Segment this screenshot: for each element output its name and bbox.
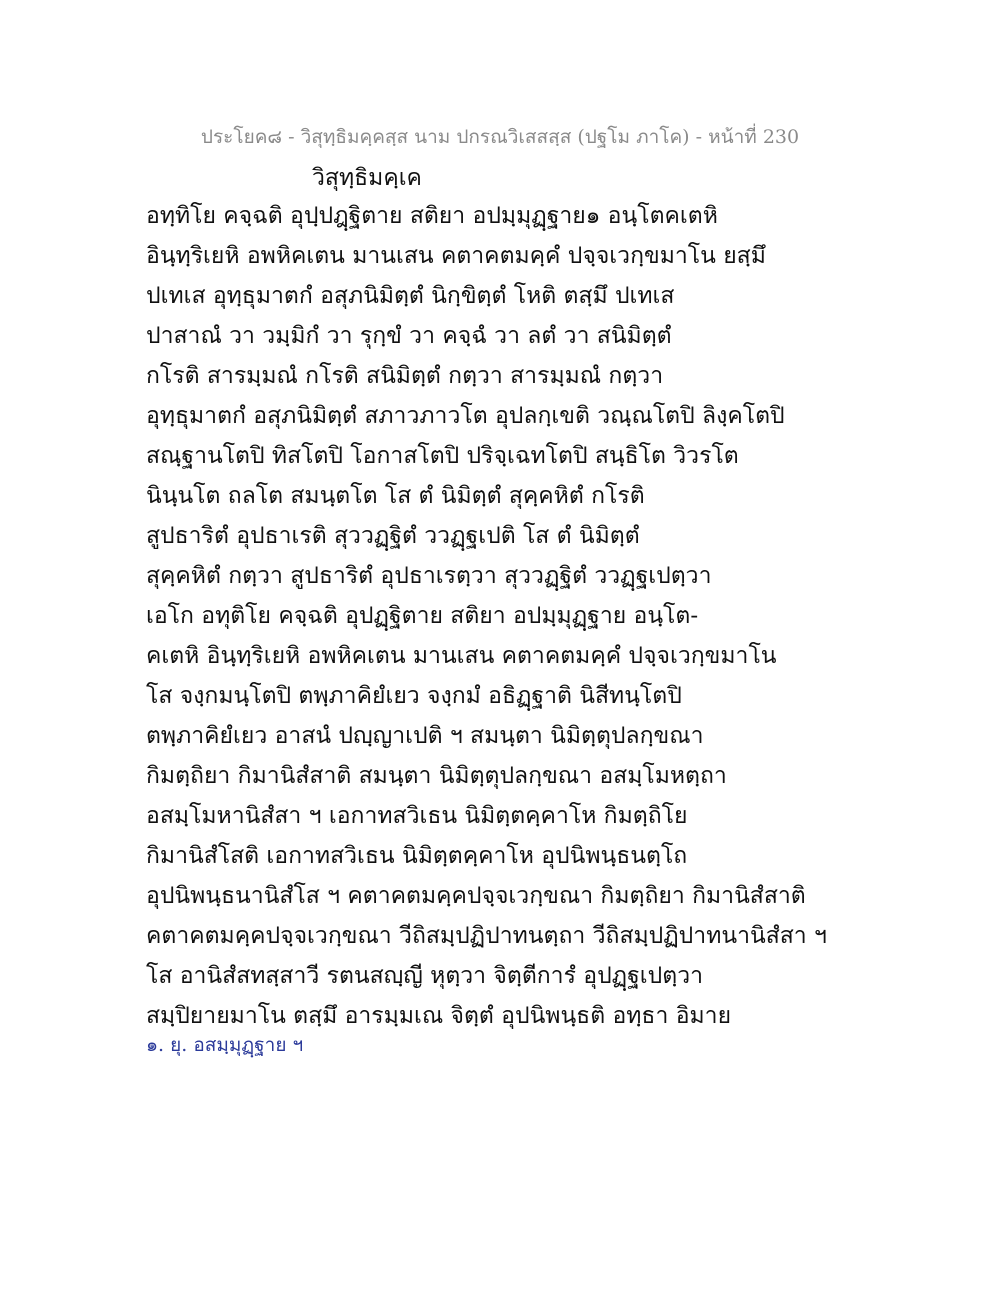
body-line: สมฺปิยายมาโน ตสฺมึ อารมฺมเณ จิตฺตํ อุปนิพนฺธติ อทฺธา อิมาย	[146, 1003, 732, 1029]
body-line: สณฺฐานโตปิ ทิสโตปิ โอกาสโตปิ ปริจฺเฉทโตปิ สนฺธิโต วิวรโต	[146, 443, 739, 469]
body-line: โส จงฺกมนฺโตปิ ตพฺภาคิยํเยว จงฺกมํ อธิฏฺฐาติ นิสีทนฺโตปิ	[146, 683, 682, 709]
body-line: กิมตฺถิยา กิมานิสํสาติ สมนฺตา นิมิตฺตุปลกฺขณา อสมฺโมหตฺถา	[146, 763, 727, 789]
body-line: อสมฺโมหานิสํสา ฯ เอกาทสวิเธน นิมิตฺตคฺคาโห กิมตฺถิโย	[146, 803, 688, 829]
body-line: สุคฺคหิตํ กตฺวา สูปธาริตํ อุปธาเรตฺวา สุววฏฺฐิตํ ววฏฺฐเปตฺวา	[146, 563, 712, 589]
body-line: ตพฺภาคิยํเยว อาสนํ ปญฺญาเปติ ฯ สมนฺตา นิมิตฺตุปลกฺขณา	[146, 723, 704, 749]
body-line: ปาสาณํ วา วมฺมิกํ วา รุกฺขํ วา คจฺฉํ วา ลตํ วา สนิมิตฺตํ	[146, 323, 672, 349]
footnote: ๑. ยุ. อสมฺมุฏฺฐาย ฯ	[146, 1034, 304, 1056]
body-line: อุทฺธุมาตกํ อสุภนิมิตฺตํ สภาวภาวโต อุปลกฺเขติ วณฺณโตปิ ลิงฺคโตปิ	[146, 403, 785, 429]
body-line: ปเทเส อุทฺธุมาตกํ อสุภนิมิตฺตํ นิกฺขิตฺตํ โหติ ตสฺมึ ปเทเส	[146, 283, 675, 309]
body-line: อทฺทิโย คจฺฉติ อุปฺปฎฺฐิตาย สติยา อปมฺมุฏฺฐาย๑ อนฺโตคเตหิ	[146, 203, 718, 229]
body-line: คเตหิ อินฺทฺริเยหิ อพหิคเตน มานเสน คตาคตมคฺคํ ปจฺจเวกฺขมาโน	[146, 643, 777, 669]
body-line: สูปธาริตํ อุปธาเรติ สุววฏฺฐิตํ ววฏฺฐเปติ โส ตํ นิมิตฺตํ	[146, 523, 640, 549]
body-line: เอโก อทุติโย คจฺฉติ อุปฏฺฐิตาย สติยา อปมฺมุฏฺฐาย อนฺโต-	[146, 603, 699, 629]
body-text	[146, 196, 946, 1036]
body-line: โส อานิสํสทสฺสาวี รตนสญฺญี หุตฺวา จิตฺตีการํ อุปฏฺฐเปตฺวา	[146, 963, 704, 989]
running-header: ประโยค๘ - วิสุทฺธิมคฺคสฺส นาม ปกรณวิเสสสฺส (ปฐโม ภาโค) - หน้าที่ 230	[200, 126, 800, 148]
body-line: คตาคตมคฺคปจฺจเวกฺขณา วีถิสมฺปฏิปาทนตฺถา วีถิสมฺปฏิปาทนานิสํสา ฯ	[146, 923, 827, 949]
body-line: อินฺทฺริเยหิ อพหิคเตน มานเสน คตาคตมคฺคํ ปจฺจเวกฺขมาโน ยสฺมึ	[146, 243, 766, 269]
body-line: อุปนิพนฺธนานิสํโส ฯ คตาคตมคฺคปจฺจเวกฺขณา กิมตฺถิยา กิมานิสํสาติ	[146, 883, 806, 909]
section-title: วิสุทฺธิมคฺเค	[312, 165, 422, 191]
body-line: นินฺนโต ถลโต สมนฺตโต โส ตํ นิมิตฺตํ สุคฺคหิตํ กโรติ	[146, 483, 645, 509]
body-line: กิมานิสํโสติ เอกาทสวิเธน นิมิตฺตคฺคาโห อุปนิพนฺธนตฺโถ	[146, 843, 688, 869]
body-line: กโรติ สารมฺมณํ กโรติ สนิมิตฺตํ กตฺวา สารมฺมณํ กตฺวา	[146, 363, 664, 389]
